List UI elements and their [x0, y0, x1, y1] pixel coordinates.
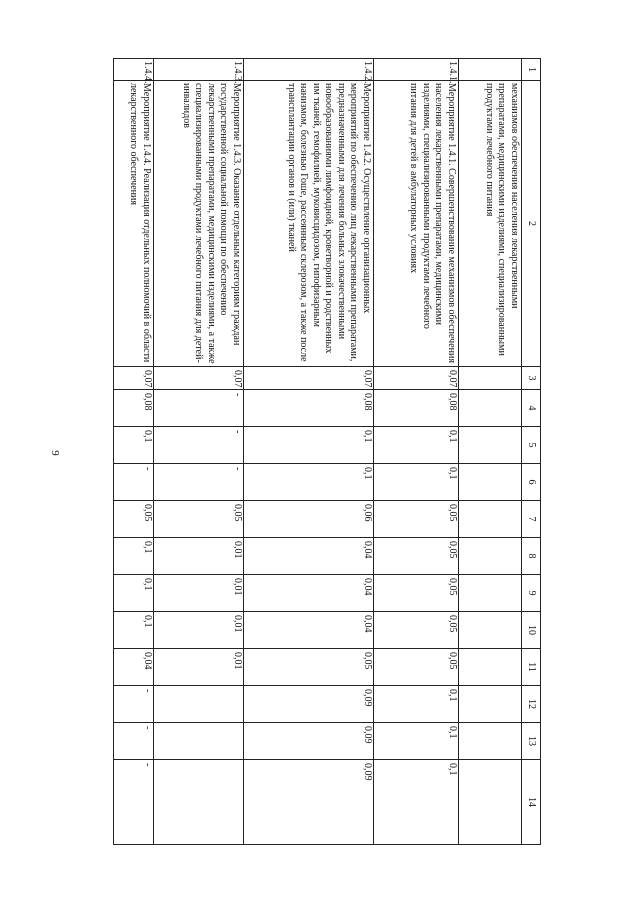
value-cell: 0,1: [244, 427, 374, 464]
value-cell: 0,09: [244, 723, 374, 760]
value-cell: 0,07: [154, 367, 244, 390]
table-row: [154, 59, 244, 845]
value-cell: 0,08: [244, 390, 374, 427]
col-header: 8: [522, 538, 541, 575]
value-cell: [459, 427, 522, 464]
table-row: [114, 59, 154, 845]
value-cell: 0,09: [244, 760, 374, 845]
row-number: 1.4.2.: [244, 59, 374, 81]
value-cell: 0,01: [154, 575, 244, 612]
row-description: Мероприятие 1.4.4. Реализация отдельных полномочий в области лекарственного обеспечения: [114, 81, 154, 367]
col-header: 9: [522, 575, 541, 612]
value-cell: 0,05: [114, 501, 154, 538]
value-cell: 0,08: [374, 390, 459, 427]
value-cell: 0,1: [114, 427, 154, 464]
value-cell: 0,07: [114, 367, 154, 390]
value-cell: [154, 760, 244, 845]
col-header: 10: [522, 612, 541, 649]
value-cell: 0,07: [244, 367, 374, 390]
row-description: Мероприятие 1.4.1. Совершенствование механизмов обеспечения населения лекарственными препаратами, медицинскими изделиями, специализированными продуктами лечебного питания для детей в амбулаторных условиях: [374, 81, 459, 367]
col-header: 7: [522, 501, 541, 538]
value-cell: 0,08: [114, 390, 154, 427]
col-header: 13: [522, 723, 541, 760]
rotated-table-container: [111, 58, 541, 844]
value-cell: 0,04: [244, 575, 374, 612]
value-cell: 0,1: [374, 686, 459, 723]
value-cell: -: [114, 723, 154, 760]
value-cell: 0,1: [114, 612, 154, 649]
value-cell: 0,1: [374, 464, 459, 501]
table-row: [374, 59, 459, 845]
col-header: 5: [522, 427, 541, 464]
col-header: 4: [522, 390, 541, 427]
value-cell: [459, 723, 522, 760]
value-cell: 0,06: [244, 501, 374, 538]
value-cell: -: [114, 686, 154, 723]
row-number: [459, 59, 522, 81]
table-row: [244, 59, 374, 845]
value-cell: 0,05: [244, 649, 374, 686]
value-cell: [459, 612, 522, 649]
value-cell: 0,05: [374, 575, 459, 612]
value-cell: 0,1: [374, 723, 459, 760]
value-cell: [459, 686, 522, 723]
value-cell: 0,05: [374, 612, 459, 649]
value-cell: 0,1: [244, 464, 374, 501]
value-cell: -: [114, 760, 154, 845]
value-cell: 0,1: [114, 575, 154, 612]
col-header: 11: [522, 649, 541, 686]
value-cell: [459, 390, 522, 427]
row-number: 1.4.1.: [374, 59, 459, 81]
value-cell: 0,05: [374, 538, 459, 575]
value-cell: [459, 367, 522, 390]
value-cell: 0,09: [244, 686, 374, 723]
header-row: [522, 59, 541, 845]
value-cell: 0,05: [154, 501, 244, 538]
value-cell: [459, 501, 522, 538]
col-header: 14: [522, 760, 541, 845]
value-cell: [154, 723, 244, 760]
row-description: механизмов обеспечения населения лекарственными препаратами, медицинскими изделиями, специализированными продуктами лечебного питания: [459, 81, 522, 367]
table-row: [459, 59, 522, 845]
value-cell: 0,1: [374, 427, 459, 464]
value-cell: 0,07: [374, 367, 459, 390]
data-table: [113, 58, 541, 845]
row-description: Мероприятие 1.4.3. Оказание отдельным категориям граждан государственной социальной помощи по обеспечению лекарственными препаратами, медицинскими изделиями, а также специализированными продуктами лечебного питания для детей-инвалидов: [154, 81, 244, 367]
row-description: Мероприятие 1.4.2. Осуществление организационных мероприятий по обеспечению лиц лекарственными препаратами, предназначенными для лечения больных злокачественными новообразованиями лимфоидной, кроветворной и родственных им тканей, гемофилией, муковисцидозом, гипофизарным нанизмом, болезнью Гоше, рассеянным склерозом, а также после трансплантации органов и (или) тканей: [244, 81, 374, 367]
value-cell: 0,01: [154, 612, 244, 649]
value-cell: 0,1: [114, 538, 154, 575]
col-header: 1: [522, 59, 541, 81]
value-cell: 0,04: [244, 538, 374, 575]
col-header: 6: [522, 464, 541, 501]
value-cell: 0,04: [244, 612, 374, 649]
value-cell: [154, 686, 244, 723]
row-number: 1.4.4.: [114, 59, 154, 81]
col-header: 12: [522, 686, 541, 723]
value-cell: -: [154, 464, 244, 501]
col-header: 3: [522, 367, 541, 390]
value-cell: 0,1: [374, 760, 459, 845]
page-number: 9: [48, 450, 61, 456]
value-cell: -: [114, 464, 154, 501]
value-cell: 0,05: [374, 649, 459, 686]
value-cell: [459, 538, 522, 575]
value-cell: 0,05: [374, 501, 459, 538]
value-cell: 0,04: [114, 649, 154, 686]
value-cell: -: [154, 427, 244, 464]
row-number: 1.4.3.: [154, 59, 244, 81]
value-cell: -: [154, 390, 244, 427]
value-cell: [459, 575, 522, 612]
value-cell: 0,01: [154, 538, 244, 575]
value-cell: [459, 649, 522, 686]
col-header: 2: [522, 81, 541, 367]
value-cell: [459, 464, 522, 501]
value-cell: 0,01: [154, 649, 244, 686]
value-cell: [459, 760, 522, 845]
